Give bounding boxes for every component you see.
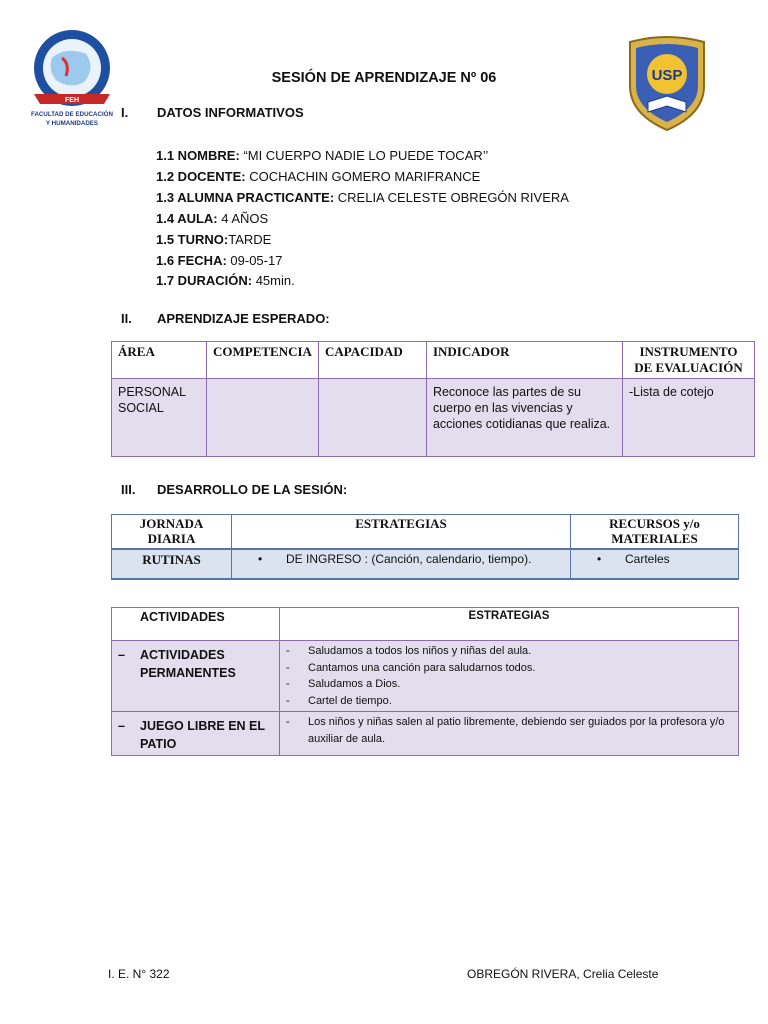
table-row [112, 641, 739, 712]
cell-strategies [280, 641, 739, 712]
info-item: 1.4 AULA: 4 AÑOS [156, 210, 269, 226]
cell-indicador: Reconoce las partes de su cuerpo en las vivencias y acciones cotidianas que realiza. [426, 379, 622, 457]
cell-activity: – JUEGO LIBRE EN EL PATIO [112, 712, 280, 756]
list-item: - Saludamos a todos los niños y niñas del aula. [286, 645, 532, 657]
header-instrumento: INSTRUMENTO DE EVALUACIÓN [622, 342, 754, 379]
info-item: 1.1 NOMBRE: “MI CUERPO NADIE LO PUEDE TOCAR’’ [156, 148, 489, 163]
header-actividades: ACTIVIDADES [112, 608, 280, 641]
cell-instrumento: -Lista de cotejo [622, 379, 754, 457]
list-item: - Saludamos a Dios. [286, 678, 401, 691]
svg-text:FACULTAD DE EDUCACIÓN: FACULTAD DE EDUCACIÓN [31, 111, 113, 118]
table-header-row [112, 515, 739, 550]
info-item: 1.5 TURNO:TARDE [156, 231, 272, 247]
info-item: 1.6 FECHA: 09-05-17 [156, 252, 283, 268]
info-list [156, 146, 569, 292]
section-3-heading: III. DESARROLLO DE LA SESIÓN: [121, 482, 348, 497]
info-item: 1.2 DOCENTE: COCHACHIN GOMERO MARIFRANCE [156, 168, 481, 184]
table-row [112, 549, 739, 579]
section-1-heading [121, 105, 304, 120]
usp-logo-text: USP [651, 67, 683, 84]
footer-author: OBREGÓN RIVERA, Crelia Celeste [467, 967, 659, 981]
header-area: ÁREA [112, 342, 207, 379]
section-number: I. [121, 105, 129, 120]
table-row [112, 379, 755, 457]
info-item: 1.7 DURACIÓN: 45min. [156, 273, 295, 289]
cell-strategies [280, 712, 739, 756]
header-competencia: COMPETENCIA [207, 342, 319, 379]
routine-table [111, 514, 739, 580]
cell-competencia [207, 379, 319, 457]
header-estrategias: ESTRATEGIAS [232, 515, 571, 550]
cell-rutinas: RUTINAS [112, 549, 232, 579]
svg-text:FEH: FEH [65, 97, 79, 104]
header-recursos: RECURSOS y/o MATERIALES [571, 515, 739, 550]
table-header-row [112, 608, 739, 641]
header-estrategias: ESTRATEGIAS [280, 608, 739, 641]
list-item: - Cantamos una canción para saludarnos todos. [286, 661, 536, 674]
list-item: - Los niños y niñas salen al patio libremente, debiendo ser guiados por la profesora y/o auxiliar de aula. [286, 716, 725, 745]
section-title: DATOS INFORMATIVOS [157, 105, 304, 120]
info-item: 1.3 ALUMNA PRACTICANTE: CRELIA CELESTE OBREGÓN RIVERA [156, 189, 569, 205]
cell-capacidad [318, 379, 426, 457]
table-row [112, 712, 739, 756]
footer-school: I. E. N° 322 [108, 967, 170, 981]
cell-recursos: • Carteles [571, 549, 739, 579]
cell-activity: – ACTIVIDADES PERMANENTES [112, 641, 280, 712]
page-title: SESIÓN DE APRENDIZAJE Nº 06 [271, 70, 497, 86]
list-item: - Cartel de tiempo. [286, 694, 392, 707]
section-2-heading: II. APRENDIZAJE ESPERADO: [121, 311, 330, 326]
svg-text:Y HUMANIDADES: Y HUMANIDADES [45, 120, 99, 127]
expected-learning-table [111, 341, 755, 457]
header-capacidad: CAPACIDAD [318, 342, 426, 379]
activities-table [111, 607, 739, 756]
header-indicador: INDICADOR [426, 342, 622, 379]
header-jornada: JORNADA DIARIA [112, 515, 232, 550]
table-header-row [112, 342, 755, 379]
cell-area: PERSONAL SOCIAL [112, 379, 207, 457]
cell-estrategia: • DE INGRESO : (Canción, calendario, tiempo). [232, 549, 571, 579]
